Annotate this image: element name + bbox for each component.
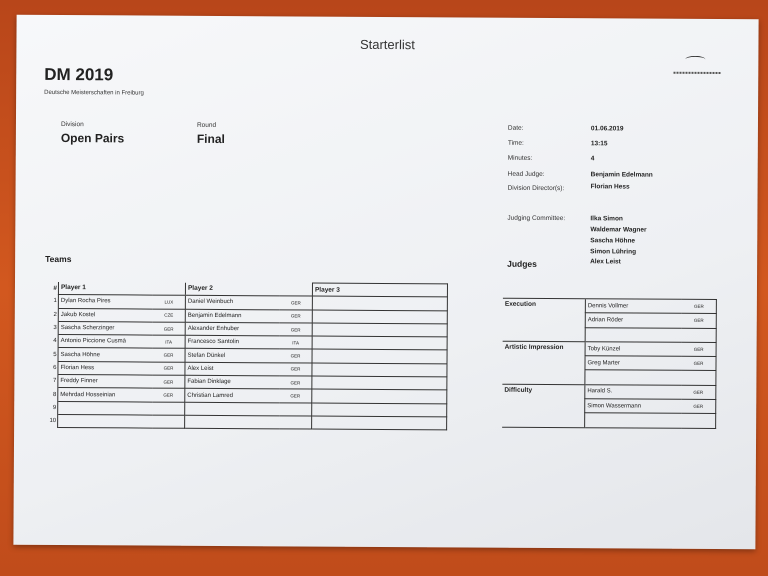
player1-name: Sascha Höhne [58,348,153,362]
player2-name: Alex Leist [185,362,280,376]
player2-name: Daniel Weinbuch [185,296,280,310]
player1-nation: GER [152,388,185,401]
teams-heading: Teams [45,253,72,265]
player2-nation: GER [280,323,313,336]
judge-name: Toby Künzel [585,342,682,357]
table-row: 2 Jakub Kostel CZE Benjamin Edelmann GER [45,308,448,324]
player3-cell [312,296,447,310]
player2-nation: GER [279,389,312,402]
player1-name: Sascha Scherzinger [58,321,153,335]
committee-member: Alex Leist [590,258,621,266]
table-row: 9 [44,401,447,417]
judges-table [502,298,717,429]
player1-name: Florian Hess [58,361,153,375]
player2-name [185,415,280,429]
teams-table [44,281,448,431]
time-label: Time: [507,139,524,147]
division-label: Division [60,121,84,129]
player2-name: Francesco Santolin [185,335,280,349]
committee-member: Sascha Höhne [590,237,636,245]
col-num-header: # [53,284,57,292]
player1-name: Antonio Piccione Cusmà [58,335,153,349]
document-title: Starterlist [359,36,415,53]
player1-name [58,401,153,415]
judge-name: Harald S. [585,384,682,399]
judge-nation: GER [682,314,717,329]
player1-name [58,414,153,428]
player2-name [185,402,280,416]
player2-name: Christian Lamred [185,389,280,403]
player2-name: Benjamin Edelmann [185,309,280,323]
player1-nation: GER [152,362,185,375]
committee-member: Waldemar Wagner [590,226,647,234]
committee-member: Simon Lühring [590,248,637,256]
player2-nation [279,416,312,429]
judge-name [585,413,682,428]
player3-cell [312,403,447,417]
table-row: 3 Sascha Scherzinger GER Alexander Enhuber GER [45,321,448,337]
player3-cell [312,376,447,390]
player1-nation [152,402,185,415]
judge-nation: GER [682,342,717,357]
date-value: 01.06.2019 [590,125,624,133]
judge-category: Difficulty [502,384,585,427]
player1-nation: GER [153,322,186,335]
division-value: Open Pairs [60,131,125,146]
judge-name [585,327,682,342]
player2-nation: GER [279,363,312,376]
judge-nation [682,328,717,343]
col-player3-header: Player 3 [312,283,447,297]
player2-name: Alexander Enhuber [185,322,280,336]
judges-heading: Judges [507,258,537,269]
table-row: 1 Dylan Rocha Pires LUX Daniel Weinbuch GER [45,295,448,311]
col-player1-header: Player 1 [58,281,185,295]
player3-cell [312,389,447,403]
player1-nation: GER [153,349,186,362]
table-row: 5 Sascha Höhne GER Stefan Dünkel GER [45,348,448,364]
date-label: Date: [507,124,524,132]
head-judge-label: Head Judge: [507,170,545,178]
table-row: 6 Florian Hess GER Alex Leist GER [44,361,447,377]
player2-nation: GER [280,349,313,362]
judge-name: Dennis Vollmer [585,299,682,314]
player2-nation: GER [280,296,313,309]
player2-nation: GER [280,309,313,322]
player2-nation: ITA [280,336,313,349]
judge-nation: GER [681,399,716,414]
judge-nation: GER [682,299,717,314]
col-player2-header: Player 2 [185,282,312,296]
player3-cell [312,310,447,324]
minutes-value: 4 [590,155,595,163]
judge-nation: GER [681,385,716,400]
player1-name: Mehrdad Hosseinian [58,388,153,402]
table-row: 7 Freddy Finner GER Fabian Dinklage GER [44,374,447,390]
judge-name: Simon Wassermann [585,399,682,414]
table-row: 10 [44,414,447,430]
player1-name: Dylan Rocha Pires [58,295,153,309]
judge-category: Artistic Impression [502,341,585,384]
committee-member: Ilka Simon [590,215,623,223]
player2-nation: GER [279,376,312,389]
player2-name: Stefan Dünkel [185,349,280,363]
player3-cell [312,363,447,377]
event-subtitle: Deutsche Meisterschaften in Freiburg [44,89,144,97]
round-label: Round [196,121,217,129]
player1-nation: CZE [153,309,186,322]
judge-category: Execution [503,298,586,341]
player2-name: Fabian Dinklage [185,375,280,389]
player1-nation [152,415,185,428]
player1-name: Jakub Kostel [58,308,153,322]
table-row: 4 Antonio Piccione Cusmà ITA Francesco Santolin ITA [45,335,448,351]
player1-nation: ITA [153,335,186,348]
judge-row [503,298,717,314]
judge-row [502,384,716,400]
judge-name: Adrian Röder [585,313,682,328]
head-judge-value: Benjamin Edelmann [590,171,653,179]
judge-nation [681,414,716,429]
division-director-label: Division Director(s): [507,184,565,193]
player3-cell [312,416,447,430]
judge-name [585,370,682,385]
player1-nation: GER [152,375,185,388]
judge-nation [681,371,716,386]
player3-cell [312,323,447,337]
judge-name: Greg Marter [585,356,682,371]
player1-name: Freddy Finner [58,375,153,389]
judge-nation: GER [681,356,716,371]
table-row: 8 Mehrdad Hosseinian GER Christian Lamred GER [44,388,447,404]
judge-row [503,341,717,357]
round-value: Final [196,131,225,147]
logo-icon [673,54,721,84]
starterlist-sheet [13,15,758,550]
minutes-label: Minutes: [507,154,533,162]
judging-committee-label: Judging Committee: [507,214,566,223]
player1-nation: LUX [153,295,186,308]
division-director-value: Florian Hess [590,183,630,191]
player3-cell [312,350,447,364]
time-value: 13:15 [590,140,608,148]
player2-nation [279,403,312,416]
event-name: DM 2019 [44,64,114,85]
player3-cell [312,336,447,350]
